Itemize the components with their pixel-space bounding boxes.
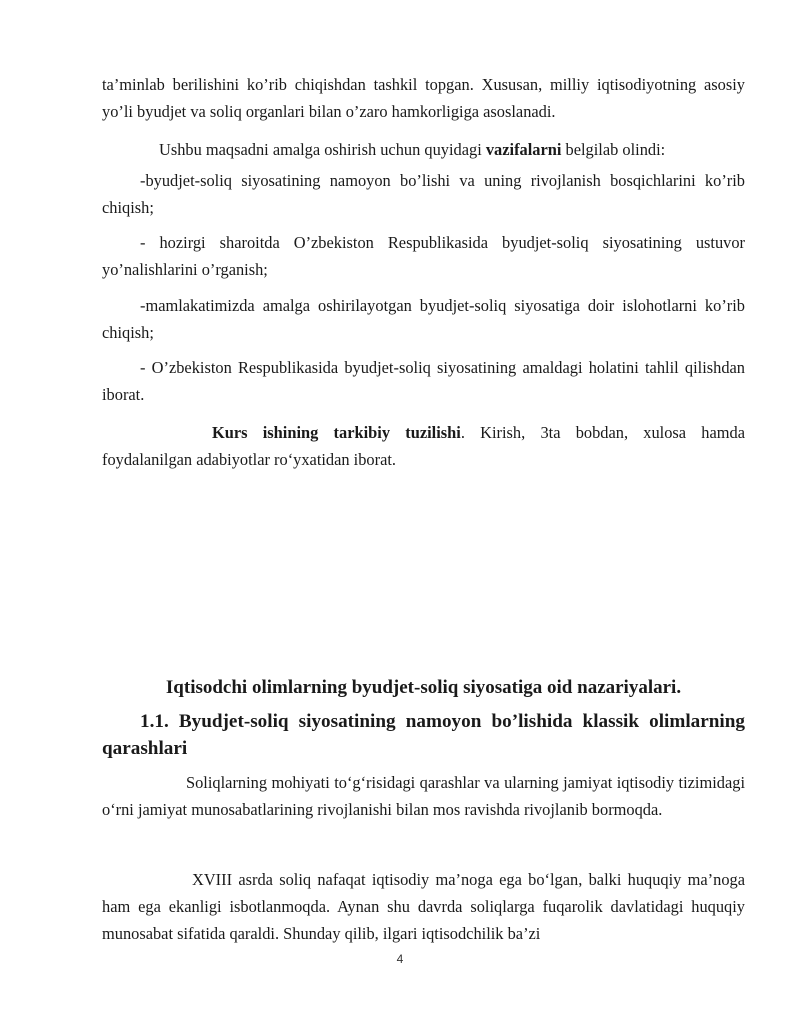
task-item-4: - O’zbekiston Respublikasida byudjet-soliq siyosatining amaldagi holatini tahlil qilishdan iborat. — [102, 358, 745, 404]
structure-paragraph — [102, 419, 745, 473]
tasks-keyword: vazifalarni — [485, 140, 562, 159]
section-paragraph-1: Soliqlarning mohiyati to‘g‘risidagi qarashlar va ularning jamiyat iqtisodiy tizimidagi o‘rni jamiyat munosabatlarining rivojlanishi bilan mos ravishda rivojlanib bormoqda. — [102, 773, 745, 819]
task-item-1: -byudjet-soliq siyosatining namoyon bo’lishi va uning rivojlanish bosqichlarini ko’rib chiqish; — [102, 171, 745, 217]
section-title: 1.1. Byudjet-soliq siyosatining namoyon bo’lishida klassik olimlarning qarashlari — [102, 711, 745, 759]
structure-label: Kurs ishining tarkibiy tuzilishi — [212, 423, 461, 442]
chapter-title: Iqtisodchi olimlarning byudjet-soliq siyosatiga oid nazariyalari. — [165, 677, 682, 698]
tasks-intro-text-end: belgilab olindi: — [561, 140, 666, 159]
page-number: 4 — [396, 952, 404, 966]
task-item-2: - hozirgi sharoitda O’zbekiston Respublikasida byudjet-soliq siyosatining ustuvor yo’nalishlarini o’rganish; — [102, 233, 745, 279]
structure-text: . Kirish, 3ta bobdan, xulosa hamda foydalanilgan adabiyotlar ro‘yxatidan iborat. — [102, 423, 745, 469]
section-paragraph-2: XVIII asrda soliq nafaqat iqtisodiy ma’noga ega bo‘lgan, balki huquqiy ma’noga ham ega ekanligi isbotlanmoqda. Aynan shu davrda soliqlarga fuqarolik davlatidagi huquqiy munosabat sifatida qaraldi. Shunday qilib, ilgari iqtisodchilik ba’zi — [102, 870, 745, 943]
intro-paragraph: ta’minlab berilishini ko’rib chiqishdan tashkil topgan. Xususan, milliy iqtisodiyotning asosiy yo’li byudjet va soliq organlari bilan o’zaro hamkorligiga asoslanadi. — [102, 75, 745, 121]
tasks-intro-text: Ushbu maqsadni amalga oshirish uchun quyidagi — [159, 140, 486, 159]
task-item-3: -mamlakatimizda amalga oshirilayotgan byudjet-soliq siyosatiga doir islohotlarni ko’rib chiqish; — [102, 296, 745, 342]
tasks-intro-paragraph — [102, 136, 745, 163]
